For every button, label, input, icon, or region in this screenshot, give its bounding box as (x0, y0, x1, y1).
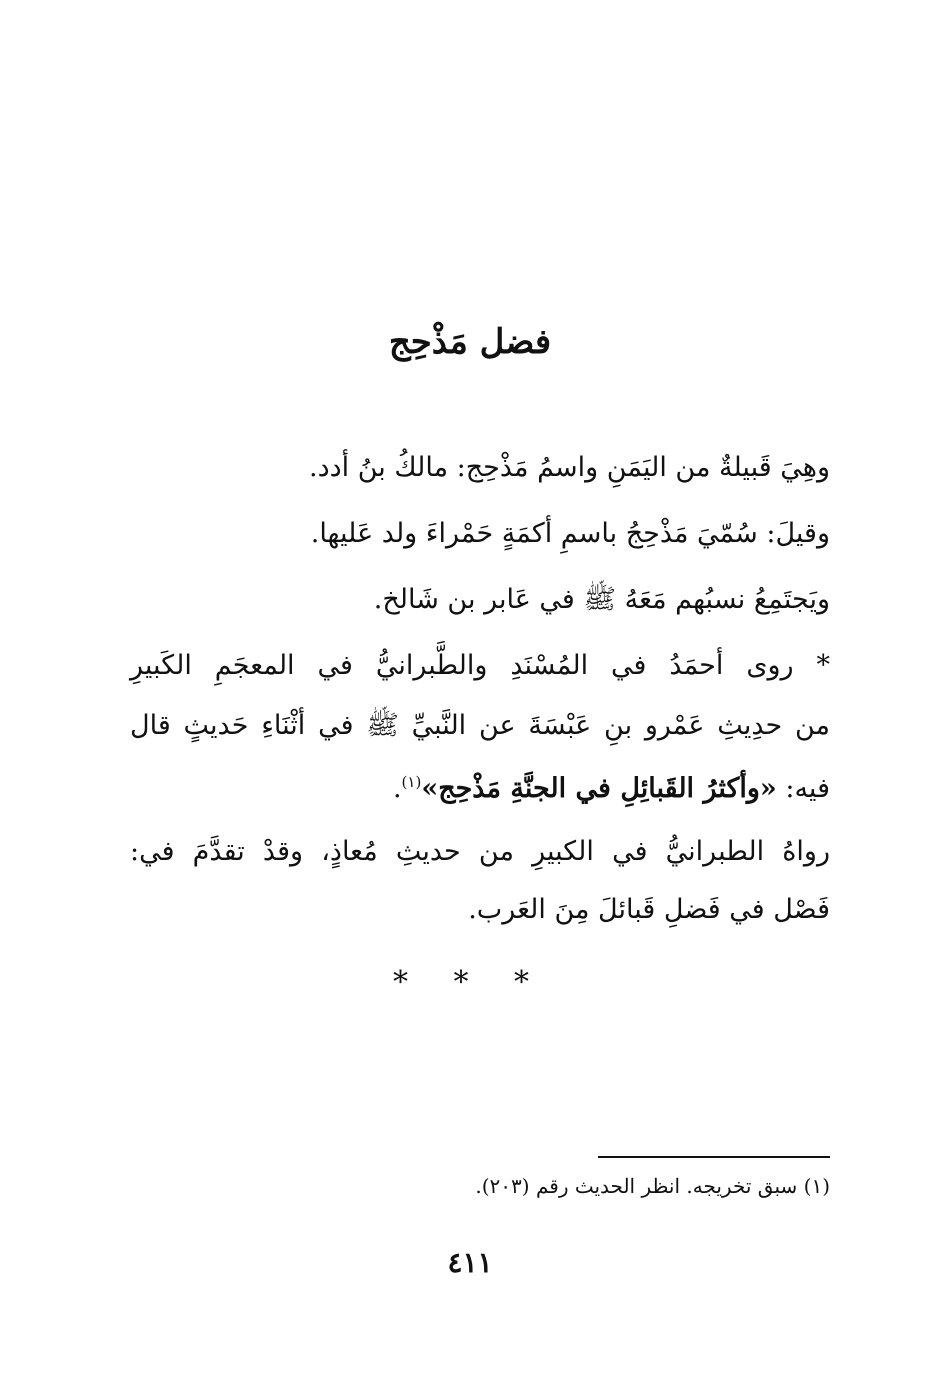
quote-prefix: فيه: (776, 773, 830, 804)
quote-line (393, 762, 830, 809)
paragraph-line-1: وهِيَ قَبيلةٌ من اليَمَنِ واسمُ مَذْحِج: مالكُ بنُ أدد. (309, 452, 830, 483)
paragraph-line-2: وقيلَ: سُمّيَ مَذْحِجُ باسمِ أكمَةٍ حَمْراءَ ولد عَليها. (310, 518, 830, 549)
section-title: فضل مَذْحِج (388, 322, 552, 362)
quote-suffix: . (392, 773, 402, 804)
paragraph-line-3: ويَجتَمِعُ نسبُهم مَعَهُ ﷺ في عَابر بن شَالخ. (373, 584, 830, 615)
footnote-divider (598, 1156, 830, 1158)
paragraph-line-5: من حدِيثِ عَمْرو بنِ عَبْسَةَ عن النَّبيِّ ﷺ في أثْنَاءِ حَديثٍ قال (130, 710, 830, 741)
section-separator: * * * (392, 965, 548, 1000)
paragraph-line-7: فَصْل في فَضلِ قَبائلَ مِنَ العَرب. (468, 894, 830, 925)
hadith-quote: «وأكثرُ القَبائِلِ في الجنَّةِ مَذْحِج» (421, 773, 777, 804)
paragraph-line-6: رواهُ الطبرانيُّ في الكبيرِ من حديثِ مُعاذٍ، وقدْ تقدَّمَ في: (130, 836, 830, 867)
footnote: (١) سبق تخريجه. انظر الحديث رقم (٢٠٣). (475, 1174, 830, 1198)
footnote-reference: (١) (401, 773, 422, 791)
page-number: ٤١١ (447, 1246, 493, 1279)
paragraph-line-4: * روى أحمَدُ في المُسْنَدِ والطَّبرانيُّ في المعجَمِ الكَبيرِ (130, 650, 830, 681)
